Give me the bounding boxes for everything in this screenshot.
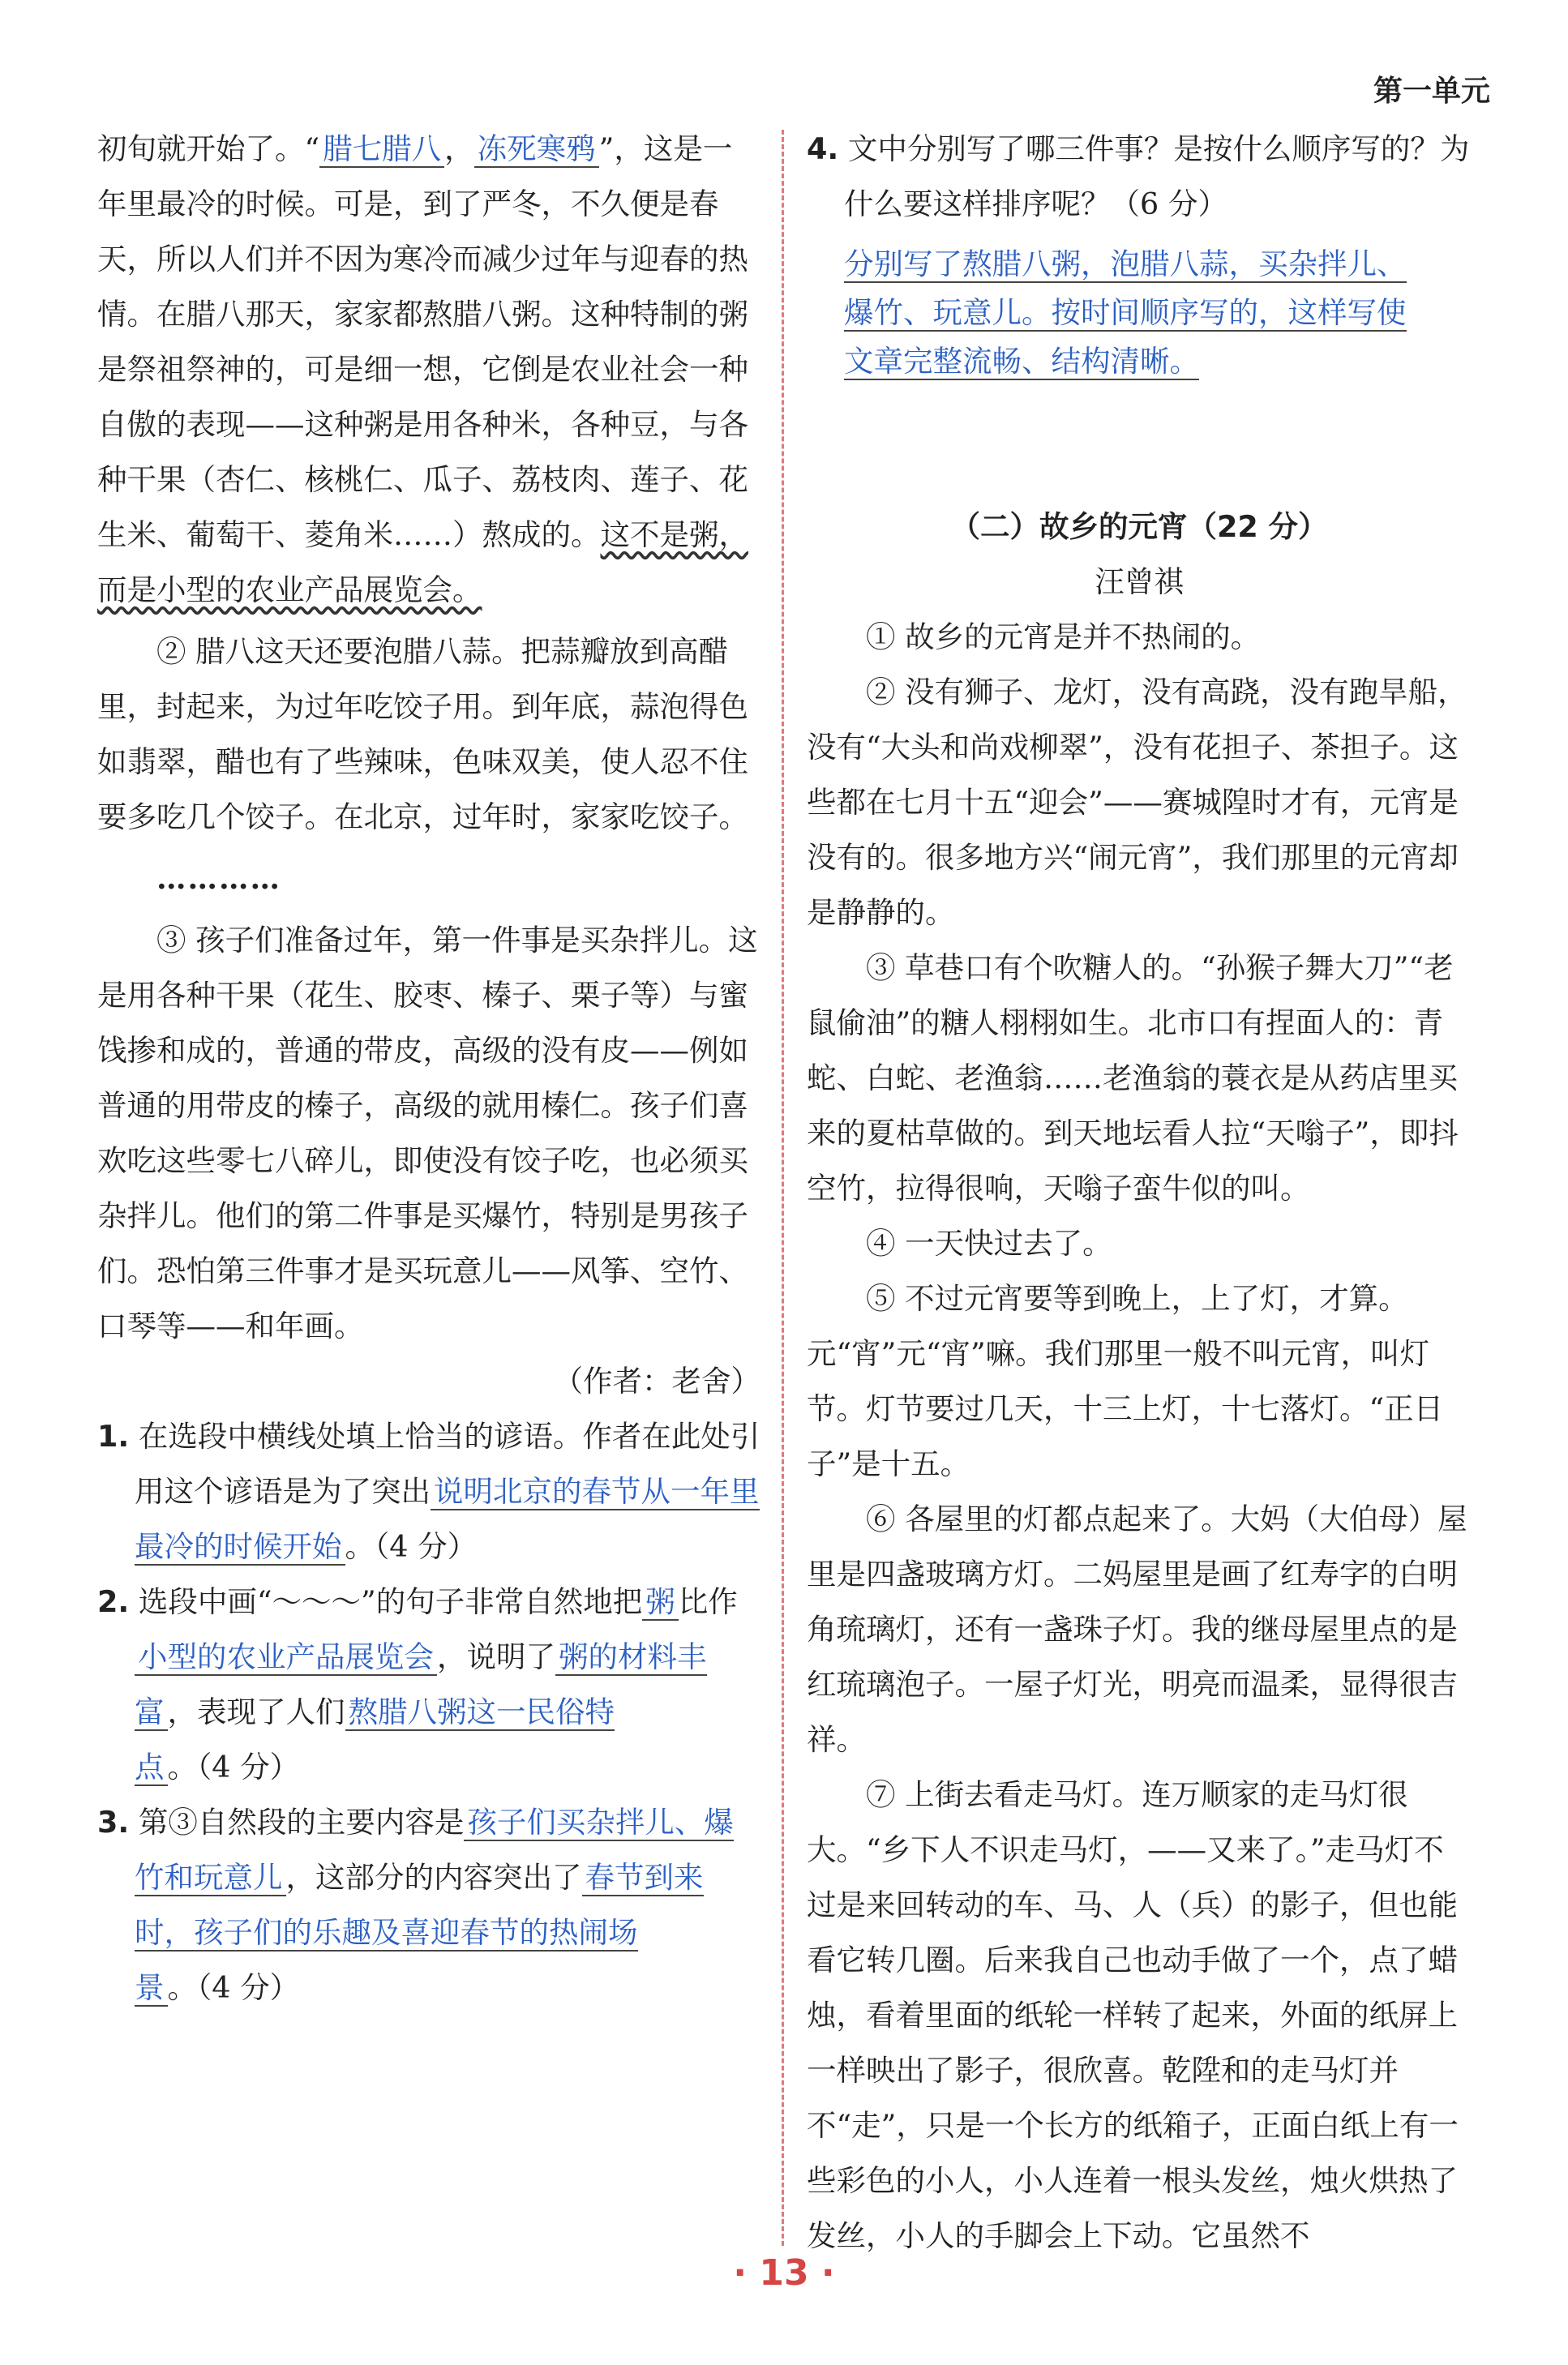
question-4-answer-line-3: 文章完整流畅、结构清晰。 <box>844 344 1199 379</box>
answer-proverb-2: 冻死寒鸦 <box>474 131 599 168</box>
section-author: 汪曾祺 <box>1095 564 1184 599</box>
section-title: （二）故乡的元宵（22 分） <box>950 509 1328 544</box>
question-2-text-4: ，说明了 <box>437 1639 555 1674</box>
unit-header: 第一单元 <box>1373 75 1490 108</box>
passage-paragraph-1 <box>97 122 760 618</box>
question-4-text: 文中分别写了哪三件事？是按什么顺序写的？为什么要这样排序呢？（6 分） <box>844 131 1470 221</box>
question-1-answer: 说明北京的春节从一年里最冷的时候开始 <box>135 1474 760 1564</box>
question-3 <box>97 1795 760 2016</box>
question-3-text-2: ，这部分的内容突出了 <box>285 1860 582 1895</box>
right-column <box>807 122 1472 2264</box>
question-2-answer-3: 粥的材料丰富 <box>135 1639 707 1729</box>
question-2-answer-4: 熬腊八粥这一民俗特点 <box>135 1694 615 1784</box>
author-credit: （作者：老舍） <box>553 1364 760 1399</box>
question-3-text-1: 第③自然段的主要内容是 <box>138 1805 465 1840</box>
question-4-answer <box>844 240 1472 386</box>
question-4 <box>807 122 1472 232</box>
p1-text-a: 初旬就开始了。“ <box>97 131 320 166</box>
answer-proverb-1: 腊七腊八 <box>319 131 444 168</box>
reading-paragraph-6: ⑥ 各屋里的灯都点起来了。大妈（大伯母）屋里是四盏玻璃方灯。二妈屋里是画了红寿字的白明角琉璃灯，还有一盏珠子灯。我的继母屋里点的是红琉璃泡子。一屋子灯光，明亮而温柔，显得很吉祥。 <box>807 1502 1467 1757</box>
question-1-number: 1. <box>97 1419 130 1454</box>
question-2-text-5: ，表现了人们 <box>167 1694 345 1729</box>
ellipsis-separator: ………… <box>156 861 281 896</box>
question-2-answer-1: 粥 <box>642 1584 679 1621</box>
question-1-text: 在选段中横线处填上恰当的谚语。作者在此处引用这个谚语是为了突出 <box>135 1419 760 1509</box>
reading-paragraph-4: ④ 一天快过去了。 <box>866 1226 1112 1261</box>
wavy-underlined-sentence: 这不是粥，而是小型的农业产品展览会。 <box>97 517 748 607</box>
question-4-number: 4. <box>807 131 839 166</box>
question-3-number: 3. <box>97 1805 130 1840</box>
passage-paragraph-2: ② 腊八这天还要泡腊八蒜。把蒜瓣放到高醋里，封起来，为过年吃饺子用。到年底，蒜泡得色如翡翠，醋也有了些辣味，色味双美，使人忍不住要多吃几个饺子。在北京，过年时，家家吃饺子。 <box>97 634 748 834</box>
passage-paragraph-3: ③ 孩子们准备过年，第一件事是买杂拌儿。这是用各种干果（花生、胶枣、榛子、栗子等）与蜜饯掺和成的，普通的带皮，高级的没有皮——例如普通的用带皮的榛子，高级的就用榛仁。孩子们喜欢吃这些零七八碎儿，即使没有饺子吃，也必须买杂拌儿。他们的第二件事是买爆竹，特别是男孩子们。恐怕第三件事才是买玩意儿——风筝、空竹、口琴等——和年画。 <box>97 923 758 1343</box>
question-2 <box>97 1575 760 1795</box>
page-number: · 13 · <box>733 2252 835 2294</box>
question-2-text-2: ”的句子非常自然地把 <box>361 1584 643 1619</box>
reading-paragraph-5: ⑤ 不过元宵要等到晚上，上了灯，才算。元“宵”元“宵”嘛。我们那里一般不叫元宵，叫灯节。灯节要过几天，十三上灯，十七落灯。“正日子”是十五。 <box>807 1281 1444 1481</box>
question-2-number: 2. <box>97 1584 130 1619</box>
question-4-answer-line-2: 爆竹、玩意儿。按时间顺序写的，这样写使 <box>844 295 1407 330</box>
reading-paragraph-3: ③ 草巷口有个吹糖人的。“孙猴子舞大刀”“老鼠偷油”的糖人栩栩如生。北市口有捏面人的：青蛇、白蛇、老渔翁……老渔翁的蓑衣是从药店里买来的夏枯草做的。到天地坛看人拉“天嗡子”，即抖空竹，拉得很响，天嗡子蛮牛似的叫。 <box>807 950 1459 1206</box>
question-3-score: 。（4 分） <box>167 1970 300 2005</box>
column-divider <box>782 130 784 2246</box>
wavy-line-symbol: ～～～ <box>272 1584 362 1619</box>
question-1 <box>97 1409 760 1575</box>
question-2-text-3: 比作 <box>678 1584 738 1619</box>
question-2-text-1: 选段中画“ <box>138 1584 272 1619</box>
reading-paragraph-2: ② 没有狮子、龙灯，没有高跷，没有跑旱船，没有“大头和尚戏柳翠”，没有花担子、茶担子。这些都在七月十五“迎会”——赛城隍时才有，元宵是没有的。很多地方兴“闹元宵”，我们那里的元宵却是静静的。 <box>807 675 1467 930</box>
question-4-answer-line-1: 分别写了熬腊八粥，泡腊八蒜，买杂拌儿、 <box>844 246 1407 281</box>
question-3-answer-1: 孩子们买杂拌儿、爆竹和玩意儿 <box>135 1805 734 1895</box>
question-2-score: 。（4 分） <box>167 1750 300 1784</box>
p1-text-b: ， <box>444 131 474 166</box>
question-3-answer-2: 春节到来时，孩子们的乐趣及喜迎春节的热闹场景 <box>135 1860 704 2005</box>
question-1-score: 。（4 分） <box>345 1529 478 1564</box>
reading-paragraph-7: ⑦ 上街去看走马灯。连万顺家的走马灯很大。“乡下人不识走马灯，——又来了。”走马灯不过是来回转动的车、马、人（兵）的影子，但也能看它转几圈。后来我自己也动手做了一个，点了蜡烛，看着里面的纸轮一样转了起来，外面的纸屏上一样映出了影子，很欣喜。乾陞和的走马灯并不“走”，只是一个长方的纸箱子，正面白纸上有一些彩色的小人，小人连着一根头发丝，烛火烘热了发丝，小人的手脚会上下动。它虽然不 <box>807 1777 1459 2253</box>
left-column <box>97 122 760 2016</box>
question-2-answer-2: 小型的农业产品展览会 <box>135 1639 437 1676</box>
reading-paragraph-1: ① 故乡的元宵是并不热闹的。 <box>866 619 1261 654</box>
p1-text-c: ”，这是一年里最冷的时候。可是，到了严冬，不久便是春天，所以人们并不因为寒冷而减少过年与迎春的热情。在腊八那天，家家都熬腊八粥。这种特制的粥是祭祖祭神的，可是细一想，它倒是农业社会一种自傲的表现——这种粥是用各种米，各种豆，与各种干果（杏仁、核桃仁、瓜子、荔枝肉、莲子、花生米、葡萄干、菱角米……）熬成的。 <box>97 131 748 552</box>
